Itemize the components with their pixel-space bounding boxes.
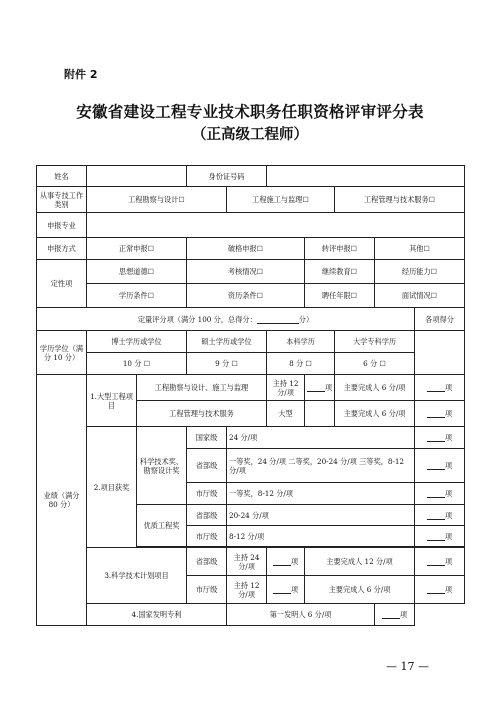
sp-prov-main-count[interactable] xyxy=(415,548,465,576)
method-exceptional-option[interactable]: 破格申报☐ xyxy=(187,238,305,260)
sp-city-main-score: 主要完成人 6 分/项 xyxy=(305,576,415,604)
each-score-heading: 各项得分 xyxy=(415,308,465,331)
award-label: 2.项目获奖 xyxy=(87,427,137,548)
qual-interview-option[interactable]: 面试情况☐ xyxy=(375,284,465,308)
award-provincial-unit: 项 xyxy=(444,461,453,470)
qa-provincial-blank[interactable] xyxy=(427,512,445,520)
qualitative-label: 定性项 xyxy=(37,260,87,308)
qual-assessment-option[interactable]: 考核情况☐ xyxy=(187,260,305,284)
apply-major-label: 申报专业 xyxy=(37,213,87,238)
award-provincial-blank[interactable] xyxy=(427,462,445,470)
lp-main-unit-2: 项 xyxy=(444,409,453,418)
sp-city-host-unit: 项 xyxy=(290,585,299,594)
sp-prov-main-score: 主要完成人 12 分/项 xyxy=(305,548,415,576)
name-label: 姓名 xyxy=(37,166,87,187)
sp-city-main-unit: 项 xyxy=(444,585,453,594)
edu-master-score[interactable]: 9 分 ☐ xyxy=(187,353,267,375)
lp-host-unit: 项 xyxy=(324,383,333,392)
qa-city-blank[interactable] xyxy=(427,533,445,541)
education-row-2 xyxy=(37,353,465,375)
apply-method-label: 申报方式 xyxy=(37,238,87,260)
lp-large-empty xyxy=(305,401,335,427)
large-project-label: 1.大型工程项目 xyxy=(87,375,137,427)
attachment-label: 附件 2 xyxy=(64,68,98,81)
specialty-management-option[interactable]: 工程管理与技术服务☐ xyxy=(335,187,465,213)
name-row xyxy=(37,166,465,187)
specialty-row xyxy=(37,187,465,213)
method-normal-option[interactable]: 正常申报☐ xyxy=(87,238,187,260)
sp-prov-host-unit: 项 xyxy=(290,557,299,566)
quantitative-label: 定量评分项（满分 100 分，总得分： xyxy=(137,314,257,324)
qual-employment-years-option[interactable]: 聘任年限☐ xyxy=(305,284,375,308)
award-provincial-count[interactable] xyxy=(415,449,465,483)
specialty-type-label: 从事专技工作类别 xyxy=(37,187,87,213)
qual-degree-condition-option[interactable]: 学历条件☐ xyxy=(87,284,187,308)
quality-award-label: 优质工程奖 xyxy=(137,505,187,547)
lp-main-score: 主要完成人 6 分/项 xyxy=(335,375,415,401)
patent-score: 第一发明人 6 分/项 xyxy=(227,604,375,626)
sp-city-host-blank[interactable] xyxy=(273,586,291,594)
lp-host-blank[interactable] xyxy=(307,384,325,392)
qualitative-row-1 xyxy=(37,260,465,284)
award-city-level: 市厅级 xyxy=(187,483,227,505)
total-score-field[interactable] xyxy=(257,316,299,324)
edu-master: 硕士学历或学位 xyxy=(187,331,267,353)
sp-prov-host-count[interactable] xyxy=(267,548,305,576)
qualitative-row-2 xyxy=(37,284,465,308)
id-number-label: 身份证号码 xyxy=(187,166,267,187)
id-number-field[interactable] xyxy=(267,166,465,187)
sp-provincial-level: 省部级 xyxy=(187,548,227,576)
lp-large-label: 大型 xyxy=(267,401,305,427)
edu-doctor: 博士学历或学位 xyxy=(87,331,187,353)
qual-education-option[interactable]: 继续教育☐ xyxy=(305,260,375,284)
quantitative-header-row xyxy=(37,308,465,331)
sp-prov-host-blank[interactable] xyxy=(273,558,291,566)
apply-major-field[interactable] xyxy=(87,213,465,238)
edu-college: 大学专科学历 xyxy=(335,331,415,353)
qa-provincial-count[interactable] xyxy=(415,505,465,526)
sci-award-label: 科学技术奖、勘察设计奖 xyxy=(137,427,187,505)
award-national-score: 24 分/项 xyxy=(227,427,415,449)
page-title: 安徽省建设工程专业技术职务任职资格评审评分表 xyxy=(76,102,424,121)
lp-main-count[interactable] xyxy=(415,375,465,401)
edu-bachelor: 本科学历 xyxy=(267,331,335,353)
name-field[interactable] xyxy=(87,166,187,187)
patent-blank[interactable] xyxy=(382,611,400,619)
lp-host-score: 主持 12 分/项 xyxy=(267,375,305,401)
major-row xyxy=(37,213,465,238)
method-transfer-option[interactable]: 转评申报☐ xyxy=(305,238,375,260)
lp-design-construction: 工程勘察与设计、施工与监理 xyxy=(137,375,267,401)
award-city-count[interactable] xyxy=(415,483,465,505)
lp-main-count-2[interactable] xyxy=(415,401,465,427)
sp-city-level: 市厅级 xyxy=(187,576,227,604)
edu-college-score[interactable]: 6 分 ☐ xyxy=(335,353,415,375)
sp-city-host-score: 主持 12 分/项 xyxy=(227,576,267,604)
page-subtitle: （正高级工程师） xyxy=(192,126,308,143)
qa-provincial-level: 省部级 xyxy=(187,505,227,526)
lp-main-blank[interactable] xyxy=(427,384,445,392)
education-label: 学历学位（满分 10 分） xyxy=(37,331,87,375)
award-city-score: 一等奖，8-12 分/项 xyxy=(227,483,415,505)
lp-main-unit: 项 xyxy=(444,383,453,392)
education-score-cell[interactable] xyxy=(415,331,465,375)
qa-provincial-score: 20-24 分/项 xyxy=(227,505,415,526)
award-national-blank[interactable] xyxy=(427,434,445,442)
lp-management-service: 工程管理与技术服务 xyxy=(137,401,267,427)
sp-prov-host-score: 主持 24 分/项 xyxy=(227,548,267,576)
apply-method-row xyxy=(37,238,465,260)
sp-city-host-count[interactable] xyxy=(267,576,305,604)
sp-city-main-blank[interactable] xyxy=(427,586,445,594)
large-project-row-1 xyxy=(37,375,465,401)
award-city-blank[interactable] xyxy=(427,490,445,498)
sp-prov-main-blank[interactable] xyxy=(427,558,445,566)
qa-city-count[interactable] xyxy=(415,526,465,547)
qa-city-score: 8-12 分/项 xyxy=(227,526,415,547)
qual-experience-option[interactable]: 经历能力☐ xyxy=(375,260,465,284)
award-provincial-level: 省部级 xyxy=(187,449,227,483)
sci-plan-label: 3.科学技术计划项目 xyxy=(87,548,187,604)
sci-plan-prov-row xyxy=(37,548,465,576)
specialty-construction-option[interactable]: 工程施工与监理☐ xyxy=(227,187,335,213)
edu-doctor-score[interactable]: 10 分 ☐ xyxy=(87,353,187,375)
lp-main-blank-2[interactable] xyxy=(427,410,445,418)
award-national-row xyxy=(37,427,465,449)
method-other-option[interactable]: 其他☐ xyxy=(375,238,465,260)
patent-count[interactable] xyxy=(375,604,415,626)
patent-label: 4.国家发明专利 xyxy=(87,604,227,626)
qa-city-level: 市厅级 xyxy=(187,526,227,547)
award-provincial-score: 一等奖，24 分/项 二等奖，20-24 分/项 三等奖，8-12 分/项 xyxy=(227,449,415,483)
sp-prov-main-unit: 项 xyxy=(444,557,453,566)
award-national-count[interactable] xyxy=(415,427,465,449)
education-row-1 xyxy=(37,331,465,353)
qa-provincial-unit: 项 xyxy=(444,510,453,520)
lp-main-score-2: 主要完成人 6 分/项 xyxy=(335,401,415,427)
qa-city-unit: 项 xyxy=(444,531,453,541)
sp-city-main-count[interactable] xyxy=(415,576,465,604)
qual-seniority-option[interactable]: 资历条件☐ xyxy=(187,284,305,308)
award-city-unit: 项 xyxy=(444,489,453,498)
patent-unit: 项 xyxy=(399,610,408,619)
lp-host-count[interactable] xyxy=(305,375,335,401)
award-national-unit: 项 xyxy=(444,433,453,442)
page-number: — 17 — xyxy=(386,660,429,673)
quantitative-suffix: 分） xyxy=(298,314,314,324)
award-national-level: 国家级 xyxy=(187,427,227,449)
score-form-table xyxy=(36,165,465,626)
qual-ethics-option[interactable]: 思想道德☐ xyxy=(87,260,187,284)
patent-row xyxy=(37,604,465,626)
quantitative-score-heading xyxy=(37,308,415,331)
specialty-design-option[interactable]: 工程勘察与设计☐ xyxy=(87,187,227,213)
edu-bachelor-score[interactable]: 8 分 ☐ xyxy=(267,353,335,375)
performance-label: 业绩（满分 80 分） xyxy=(37,375,87,626)
